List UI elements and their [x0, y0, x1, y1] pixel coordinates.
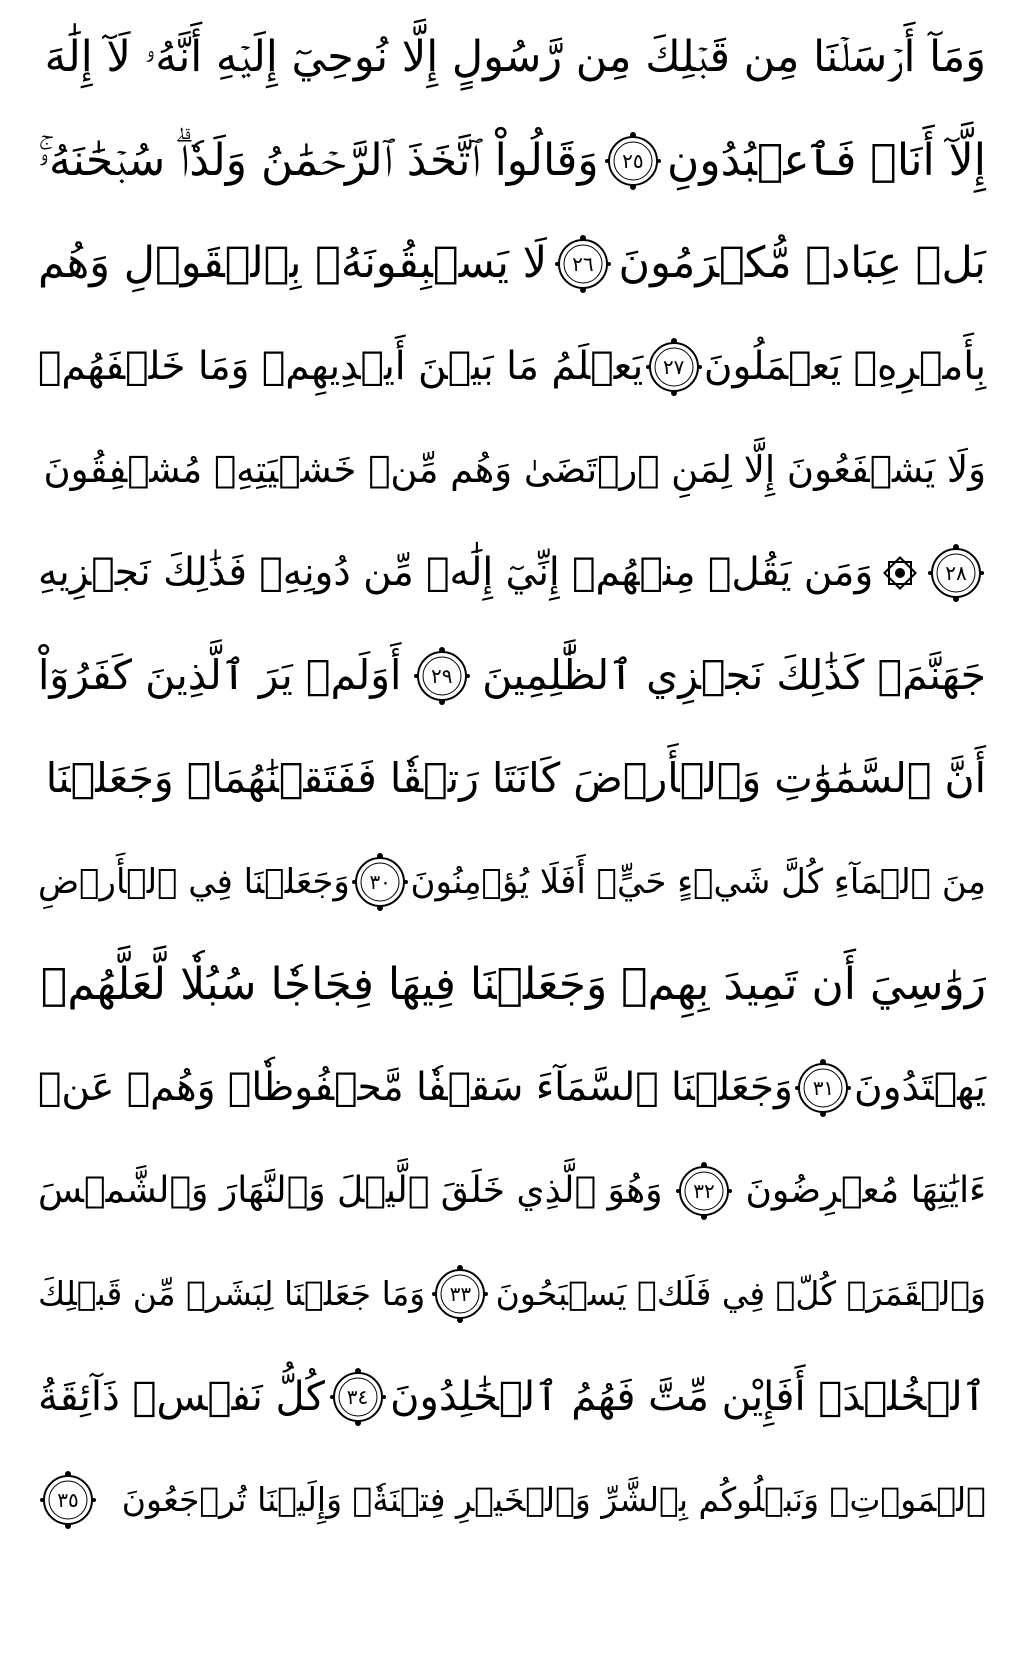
text-line-10: [38, 933, 986, 1036]
rub-el-hizb-icon: [880, 553, 920, 593]
ayah-number: ٣٠: [369, 869, 391, 894]
verse-text: كُلُّ نَفۡسٖ ذَآئِقَةُ: [38, 1373, 325, 1420]
verse-text: مِنَ ٱلۡمَآءِ كُلَّ شَيۡءٍ حَيٍّۚ أَفَلَا يُؤۡمِنُونَ: [410, 861, 986, 902]
text-line-14: [38, 1345, 986, 1448]
text-line-9: [38, 830, 986, 933]
verse-text: وَمَا جَعَلۡنَا لِبَشَرٖ مِّن قَبۡلِكَ: [38, 1274, 426, 1313]
ayah-number: ٢٦: [572, 251, 594, 276]
verse-text: جَهَنَّمَۚ كَذَٰلِكَ نَجۡزِي ٱلظَّٰلِمِينَ: [482, 651, 986, 699]
verse-text: وَقَالُواْ ٱتَّخَذَ ٱلرَّحۡمَٰنُ وَلَدٗاۗ سُبۡحَٰنَهُۥۚ: [38, 134, 599, 186]
verse-text: إِلَّآ أَنَا۠ فَٱعۡبُدُونِ: [667, 134, 986, 186]
verse-text: بِأَمۡرِهِۦ يَعۡمَلُونَ: [703, 344, 986, 389]
verse-text: رَوَٰسِيَ أَن تَمِيدَ بِهِمۡ وَجَعَلۡنَا فِيهَا فِجَاجٗا سُبُلٗا لَّعَلَّهُمۡ: [40, 958, 986, 1010]
verse-text: وَٱلۡقَمَرَۖ كُلّٞ فِي فَلَكٖ يَسۡبَحُونَ: [495, 1274, 986, 1313]
text-line-1: [38, 6, 986, 109]
ayah-number: ٣٥: [57, 1487, 79, 1512]
verse-text: أَوَلَمۡ يَرَ ٱلَّذِينَ كَفَرُوٓاْ: [38, 651, 402, 699]
ayah-marker: [926, 543, 986, 603]
ayah-number: ٣٤: [346, 1384, 369, 1409]
text-line-12: [38, 1139, 986, 1242]
ayah-number: ٢٩: [431, 663, 453, 688]
verse-text: وَجَعَلۡنَا ٱلسَّمَآءَ سَقۡفٗا مَّحۡفُوظٗاۖ وَهُمۡ عَنۡ: [38, 1065, 793, 1110]
ayah-marker: [350, 852, 410, 912]
text-line-7: [38, 624, 986, 727]
ayah-marker: [430, 1264, 490, 1324]
text-line-11: [38, 1036, 986, 1139]
ayah-marker: [793, 1058, 853, 1118]
ayah-number: ٢٥: [622, 148, 644, 173]
verse-text: وَمَن يَقُلۡ مِنۡهُمۡ إِنِّيٓ إِلَٰهٞ مِّن دُونِهِۦ فَذَٰلِكَ نَجۡزِيهِ: [38, 550, 874, 595]
ayah-marker: [644, 337, 704, 397]
ayah-number: ٢٧: [662, 354, 685, 379]
verse-text: وَجَعَلۡنَا فِي ٱلۡأَرۡضِ: [38, 861, 350, 902]
ayah-marker: [603, 131, 663, 191]
verse-text: ٱلۡمَوۡتِۗ وَنَبۡلُوكُم بِٱلشَّرِّ وَٱلۡخَيۡرِ فِتۡنَةٗۖ وَإِلَيۡنَا تُرۡجَعُونَ: [121, 1480, 986, 1519]
text-line-5: [38, 418, 986, 521]
verse-text: يَعۡلَمُ مَا بَيۡنَ أَيۡدِيهِمۡ وَمَا خَلۡفَهُمۡ: [38, 344, 644, 389]
verse-text: وَلَا يَشۡفَعُونَ إِلَّا لِمَنِ ٱرۡتَضَىٰ وَهُم مِّنۡ خَشۡيَتِهِۦ مُشۡفِقُونَ: [43, 448, 986, 491]
verse-lines: [38, 6, 986, 1551]
text-line-6: [38, 521, 986, 624]
verse-text: وَهُوَ ٱلَّذِي خَلَقَ ٱلَّيۡلَ وَٱلنَّهَارَ وَٱلشَّمۡسَ: [38, 1169, 663, 1211]
ayah-number: ٣٢: [693, 1178, 715, 1203]
hizb-marker: [880, 553, 920, 593]
text-line-3: [38, 212, 986, 315]
ayah-number: ٣٣: [449, 1281, 472, 1306]
ayah-marker: [553, 234, 613, 294]
verse-text: وَمَآ أَرۡسَلۡنَا مِن قَبۡلِكَ مِن رَّسُولٍ إِلَّا نُوحِيٓ إِلَيۡهِ أَنَّهُۥ لَآ إِلَٰهَ: [44, 32, 986, 82]
verse-text: أَنَّ ٱلسَّمَٰوَٰتِ وَٱلۡأَرۡضَ كَانَتَا رَتۡقٗا فَفَتَقۡنَٰهُمَاۖ وَجَعَلۡنَا: [45, 754, 986, 802]
verse-text: بَلۡ عِبَادٞ مُّكۡرَمُونَ: [618, 238, 986, 288]
ayah-marker: [412, 646, 472, 706]
text-line-8: [38, 727, 986, 830]
verse-text: ٱلۡخُلۡدَۖ أَفَإِيْن مِّتَّ فَهُمُ ٱلۡخَٰلِدُونَ: [390, 1373, 986, 1420]
ayah-marker: [38, 1470, 98, 1530]
text-line-15: [38, 1448, 986, 1551]
ayah-marker: [674, 1161, 734, 1221]
ayah-number: ٢٨: [945, 560, 967, 585]
verse-text: يَهۡتَدُونَ: [854, 1065, 986, 1110]
text-line-4: [38, 315, 986, 418]
verse-text: ءَايَٰتِهَا مُعۡرِضُونَ: [745, 1169, 986, 1211]
text-line-13: [38, 1242, 986, 1345]
verse-text: لَا يَسۡبِقُونَهُۥ بِٱلۡقَوۡلِ وَهُم: [38, 238, 548, 288]
ayah-marker: [328, 1367, 388, 1427]
text-line-2: [38, 109, 986, 212]
ayah-number: ٣١: [812, 1075, 835, 1100]
